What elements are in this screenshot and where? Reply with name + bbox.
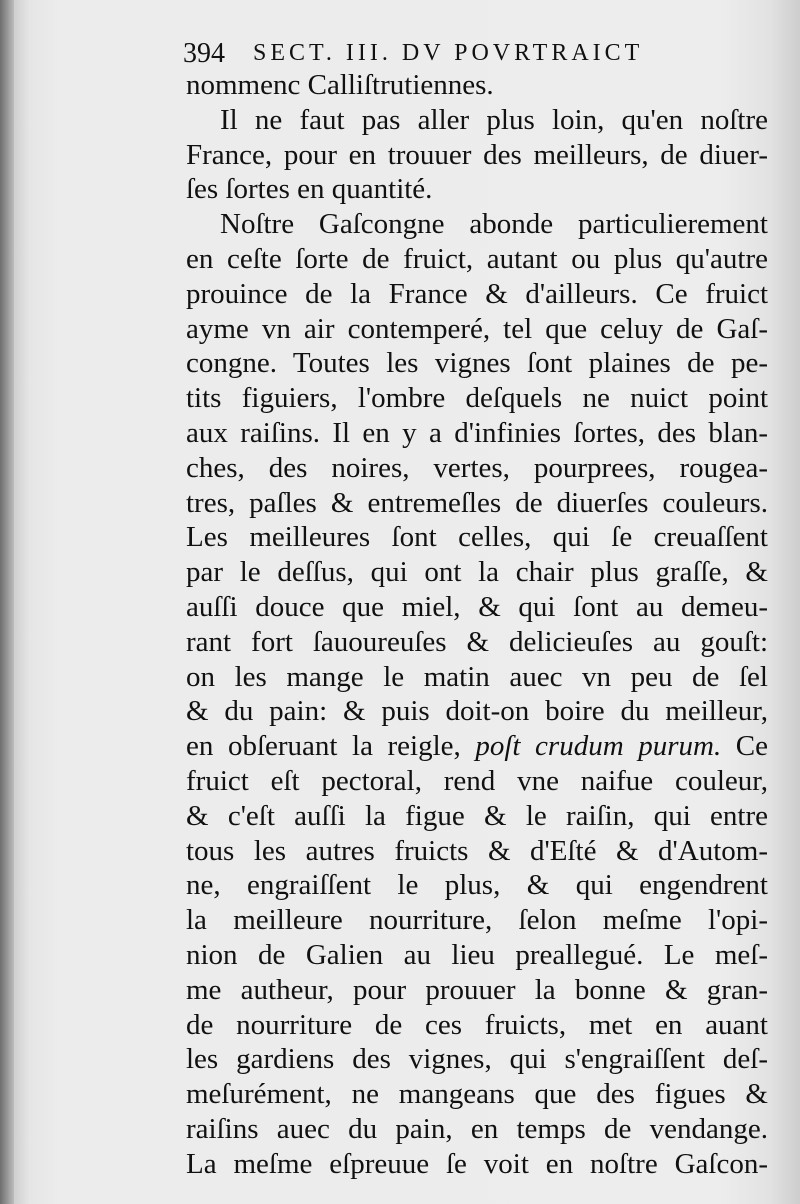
- text-line: ſes ſortes en quantité.: [186, 173, 433, 206]
- text-line: Noſtre Gaſcongne abonde particulierement: [220, 208, 768, 241]
- text-line: aux raiſins. Il en y a d'infinies ſortes, des blan-: [186, 416, 768, 449]
- text-line-with-italic: [186, 729, 768, 764]
- text-line: & du pain: & puis doit-on boire du meilleur,: [186, 695, 768, 728]
- text-line: raiſins auec du pain, en temps de vendange.: [186, 1112, 768, 1145]
- text-line: la meilleure nourriture, ſelon meſme l'opi-: [186, 904, 768, 937]
- text-line: les gardiens des vignes, qui s'engraiſſent deſ-: [186, 1043, 768, 1076]
- text-line: France, pour en trouuer des meilleurs, de diuer-: [186, 138, 768, 171]
- page-number: 394: [183, 38, 225, 69]
- text-line: Les meilleures ſont celles, qui ſe creuaſſent: [186, 521, 768, 554]
- text-line: ne, engraiſſent le plus, & qui engendrent: [186, 869, 768, 902]
- text-line: La meſme eſpreuue ſe voit en noſtre Gaſcon-: [186, 1147, 768, 1180]
- text-line: par le deſſus, qui ont la chair plus graſſe, &: [186, 556, 768, 589]
- text-line: congne. Toutes les vignes ſont plaines de pe-: [186, 347, 768, 380]
- text-line: on les mange le matin auec vn peu de ſel: [186, 660, 768, 693]
- text-line: de nourriture de ces fruicts, met en auant: [186, 1008, 768, 1041]
- text-line: me autheur, pour prouuer la bonne & gran-: [186, 973, 768, 1006]
- text-line: tits figuiers, l'ombre deſquels ne nuict point: [186, 382, 768, 415]
- text-line: ches, des noires, vertes, pourprees, rougea-: [186, 451, 768, 484]
- text-line: Il ne faut pas aller plus loin, qu'en noſtre: [220, 103, 768, 136]
- text-line: tous les autres fruicts & d'Eſté & d'Autom-: [186, 834, 768, 867]
- text-line: nommenc Calliſtrutiennes.: [186, 69, 494, 101]
- text-line: & c'eſt auſſi la figue & le raiſin, qui entre: [186, 799, 768, 832]
- text-segment: Ce: [721, 730, 768, 763]
- running-head: SECT. III. DV POVRTRAICT: [253, 40, 644, 66]
- text-line: fruict eſt pectoral, rend vne naifue couleur,: [186, 764, 768, 797]
- body-text: [186, 68, 768, 1182]
- latin-phrase: poſt crudum purum.: [475, 730, 722, 763]
- text-line: tres, paſles & entremeſles de diuerſes couleurs.: [186, 486, 768, 519]
- text-line: prouince de la France & d'ailleurs. Ce fruict: [186, 277, 768, 310]
- text-line: auſſi douce que miel, & qui ſont au demeu-: [186, 590, 768, 623]
- text-line: en ceſte ſorte de fruict, autant ou plus qu'autre: [186, 242, 768, 275]
- text-line: nion de Galien au lieu preallegué. Le meſ-: [186, 938, 768, 971]
- text-line: ayme vn air contemperé, tel que celuy de Gaſ-: [186, 312, 768, 345]
- text-segment: en obſeruant la reigle,: [186, 730, 476, 763]
- text-line: rant fort ſauoureuſes & delicieuſes au gouſt:: [186, 625, 768, 658]
- gutter-shadow: [0, 0, 14, 1204]
- text-line: meſurément, ne mangeans que des figues &: [186, 1078, 768, 1111]
